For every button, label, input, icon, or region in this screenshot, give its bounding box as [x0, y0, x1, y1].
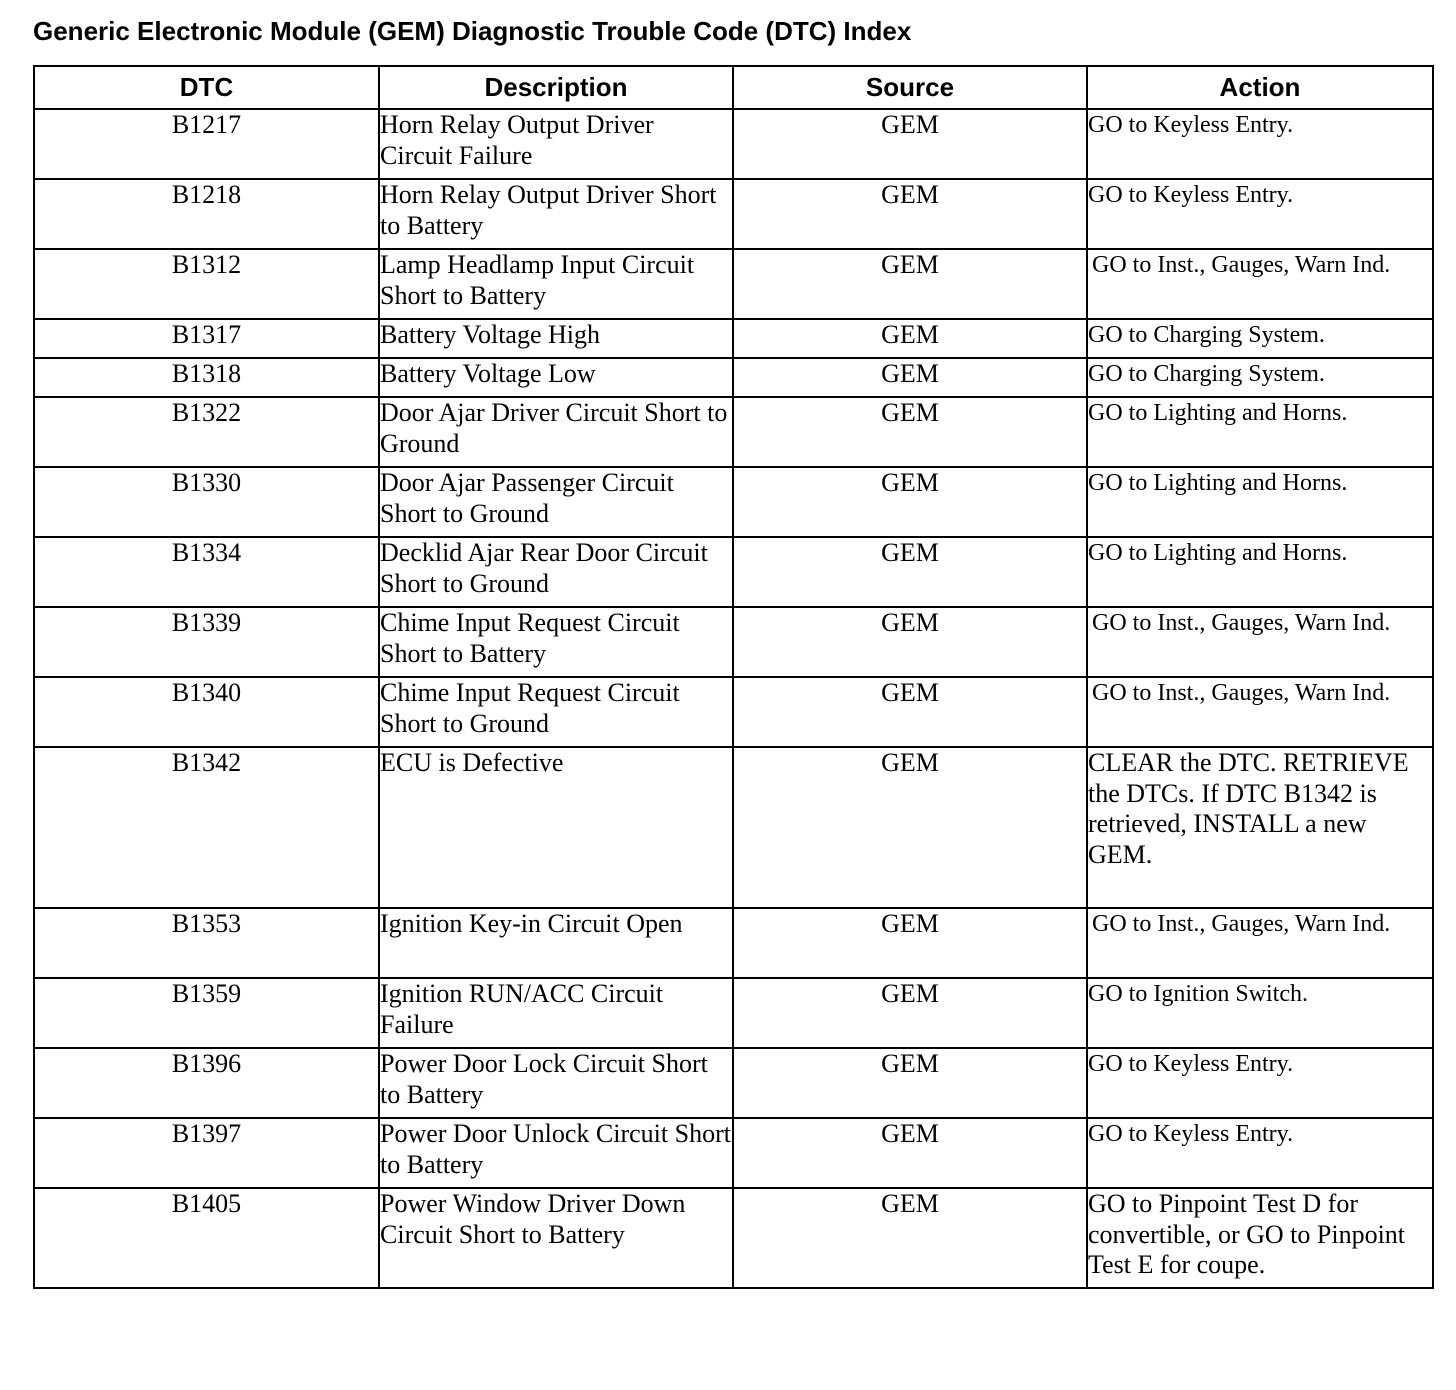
- header-dtc: DTC: [34, 66, 379, 109]
- dtc-description: Door Ajar Driver Circuit Short to Ground: [379, 397, 733, 467]
- dtc-description: Ignition Key-in Circuit Open: [379, 908, 733, 978]
- dtc-description: Chime Input Request Circuit Short to Ground: [379, 677, 733, 747]
- dtc-code: B1218: [34, 179, 379, 249]
- dtc-action: GO to Pinpoint Test D for convertible, or GO to Pinpoint Test E for coupe.: [1087, 1188, 1433, 1288]
- table-row: [34, 978, 1433, 1048]
- dtc-source: GEM: [733, 677, 1087, 747]
- table-row: [34, 358, 1433, 397]
- page-title: Generic Electronic Module (GEM) Diagnostic Trouble Code (DTC) Index: [33, 16, 912, 46]
- dtc-index-table: [33, 65, 1434, 1289]
- dtc-description: Ignition RUN/ACC Circuit Failure: [379, 978, 733, 1048]
- dtc-source: GEM: [733, 908, 1087, 978]
- dtc-description: Horn Relay Output Driver Short to Battery: [379, 179, 733, 249]
- dtc-source: GEM: [733, 607, 1087, 677]
- table-row: [34, 1188, 1433, 1288]
- dtc-code: B1330: [34, 467, 379, 537]
- dtc-code: B1318: [34, 358, 379, 397]
- dtc-source: GEM: [733, 467, 1087, 537]
- dtc-description: Power Door Lock Circuit Short to Battery: [379, 1048, 733, 1118]
- dtc-source: GEM: [733, 1188, 1087, 1288]
- dtc-source: GEM: [733, 109, 1087, 179]
- dtc-action: GO to Keyless Entry.: [1087, 109, 1433, 179]
- dtc-code: B1359: [34, 978, 379, 1048]
- dtc-source: GEM: [733, 1118, 1087, 1188]
- dtc-description: Power Window Driver Down Circuit Short to Battery: [379, 1188, 733, 1288]
- dtc-source: GEM: [733, 249, 1087, 319]
- dtc-code: B1353: [34, 908, 379, 978]
- dtc-source: GEM: [733, 319, 1087, 358]
- dtc-source: GEM: [733, 358, 1087, 397]
- dtc-code: B1334: [34, 537, 379, 607]
- dtc-description: Lamp Headlamp Input Circuit Short to Battery: [379, 249, 733, 319]
- table-row: [34, 747, 1433, 908]
- dtc-code: B1317: [34, 319, 379, 358]
- header-action: Action: [1087, 66, 1433, 109]
- dtc-action: GO to Charging System.: [1087, 358, 1433, 397]
- dtc-action: GO to Inst., Gauges, Warn Ind.: [1087, 249, 1433, 319]
- dtc-code: B1340: [34, 677, 379, 747]
- header-source: Source: [733, 66, 1087, 109]
- dtc-action: CLEAR the DTC. RETRIEVE the DTCs. If DTC B1342 is retrieved, INSTALL a new GEM.: [1087, 747, 1433, 908]
- table-row: [34, 179, 1433, 249]
- dtc-action: GO to Lighting and Horns.: [1087, 397, 1433, 467]
- table-header-row: [34, 66, 1433, 109]
- dtc-source: GEM: [733, 1048, 1087, 1118]
- dtc-source: GEM: [733, 747, 1087, 908]
- table-row: [34, 1048, 1433, 1118]
- dtc-source: GEM: [733, 537, 1087, 607]
- dtc-description: Power Door Unlock Circuit Short to Battery: [379, 1118, 733, 1188]
- dtc-action: GO to Inst., Gauges, Warn Ind.: [1087, 677, 1433, 747]
- dtc-action: GO to Ignition Switch.: [1087, 978, 1433, 1048]
- dtc-description: Chime Input Request Circuit Short to Battery: [379, 607, 733, 677]
- dtc-source: GEM: [733, 179, 1087, 249]
- table-row: [34, 319, 1433, 358]
- table-row: [34, 467, 1433, 537]
- table-row: [34, 908, 1433, 978]
- dtc-description: Horn Relay Output Driver Circuit Failure: [379, 109, 733, 179]
- dtc-code: B1339: [34, 607, 379, 677]
- dtc-action: GO to Lighting and Horns.: [1087, 537, 1433, 607]
- dtc-action: GO to Inst., Gauges, Warn Ind.: [1087, 607, 1433, 677]
- dtc-code: B1405: [34, 1188, 379, 1288]
- header-description: Description: [379, 66, 733, 109]
- dtc-action: GO to Charging System.: [1087, 319, 1433, 358]
- dtc-action: GO to Keyless Entry.: [1087, 1048, 1433, 1118]
- table-row: [34, 109, 1433, 179]
- table-row: [34, 249, 1433, 319]
- table-row: [34, 537, 1433, 607]
- dtc-code: B1322: [34, 397, 379, 467]
- dtc-description: Decklid Ajar Rear Door Circuit Short to Ground: [379, 537, 733, 607]
- dtc-code: B1312: [34, 249, 379, 319]
- dtc-description: Battery Voltage Low: [379, 358, 733, 397]
- table-row: [34, 607, 1433, 677]
- dtc-action: GO to Keyless Entry.: [1087, 179, 1433, 249]
- dtc-code: B1217: [34, 109, 379, 179]
- dtc-action: GO to Inst., Gauges, Warn Ind.: [1087, 908, 1433, 978]
- dtc-action: GO to Keyless Entry.: [1087, 1118, 1433, 1188]
- dtc-description: Battery Voltage High: [379, 319, 733, 358]
- dtc-action: GO to Lighting and Horns.: [1087, 467, 1433, 537]
- table-row: [34, 1118, 1433, 1188]
- table-row: [34, 677, 1433, 747]
- table-row: [34, 397, 1433, 467]
- dtc-code: B1342: [34, 747, 379, 908]
- dtc-source: GEM: [733, 397, 1087, 467]
- dtc-code: B1396: [34, 1048, 379, 1118]
- dtc-code: B1397: [34, 1118, 379, 1188]
- dtc-description: ECU is Defective: [379, 747, 733, 908]
- dtc-description: Door Ajar Passenger Circuit Short to Ground: [379, 467, 733, 537]
- dtc-source: GEM: [733, 978, 1087, 1048]
